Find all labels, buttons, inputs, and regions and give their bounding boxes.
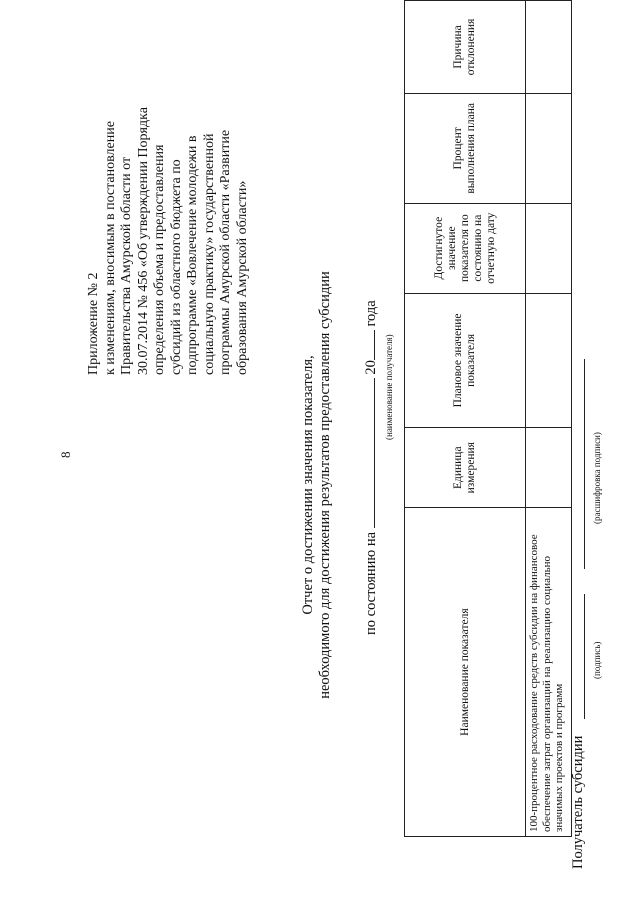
- table-header-row: [405, 1, 526, 837]
- year-blank: [362, 330, 375, 360]
- decoding-caption: (расшифровка подписи): [592, 432, 602, 524]
- signature-area: [570, 349, 630, 869]
- header-achieved-value: Достигнутое значение показателя по состоянию на отчетную дату: [405, 203, 526, 293]
- recipient-label: Получатель субсидии: [570, 735, 586, 869]
- header-deviation-reason: Причина отклонения: [405, 1, 526, 94]
- header-unit: Единица измерения: [405, 428, 526, 508]
- cell-unit: [526, 428, 572, 508]
- header-indicator-name: Наименование показателя: [405, 508, 526, 837]
- cell-achieved-value: [526, 203, 572, 293]
- year-suffix: года: [363, 300, 379, 327]
- year-prefix: 20: [363, 360, 379, 375]
- date-prefix: по состоянию на: [363, 531, 379, 635]
- decoding-line: [584, 359, 585, 569]
- signature-line: [584, 594, 585, 719]
- header-planned-value: Плановое значение показателя: [405, 293, 526, 428]
- appendix-line: Правительства Амурской области от: [119, 156, 134, 375]
- report-table: [404, 0, 572, 837]
- report-title-line-2: необходимого для достижения результатов предоставления субсидии: [317, 271, 333, 699]
- date-blank: [362, 378, 375, 528]
- appendix-line: социальную практику» государственной: [201, 133, 217, 375]
- appendix-title: Приложение № 2: [86, 272, 101, 375]
- appendix-line: подпрограмме «Вовлечение молодежи в: [185, 135, 200, 375]
- appendix-line: определения объема и предоставления: [152, 144, 167, 375]
- appendix-line: образования Амурской области»: [234, 180, 250, 375]
- page-number: 8: [58, 451, 73, 458]
- header-completion-percent: Процент выполнения плана: [405, 93, 526, 203]
- recipient-caption: (наименование получателя): [384, 334, 394, 440]
- appendix-line: 30.07.2014 № 456 «Об утверждении Порядка: [135, 107, 151, 375]
- report-title: [300, 205, 334, 765]
- signature-caption: (подпись): [592, 641, 602, 679]
- report-title-line-1: Отчет о достижении значения показателя,: [300, 355, 316, 615]
- cell-indicator-name: 100-процентное расходование средств субсидии на финансовое обеспечение затрат организаций на реализацию социально значимых проектов и программ: [526, 508, 572, 837]
- report-date-line: [362, 300, 380, 635]
- table-row: [526, 1, 572, 837]
- cell-deviation-reason: [526, 1, 572, 94]
- appendix-block: [86, 35, 251, 375]
- appendix-line: программы Амурской области «Развитие: [218, 129, 233, 375]
- appendix-line: к изменениям, вносимым в постановление: [102, 121, 118, 375]
- appendix-line: субсидий из областного бюджета по: [168, 159, 184, 375]
- cell-completion-percent: [526, 93, 572, 203]
- cell-planned-value: [526, 293, 572, 428]
